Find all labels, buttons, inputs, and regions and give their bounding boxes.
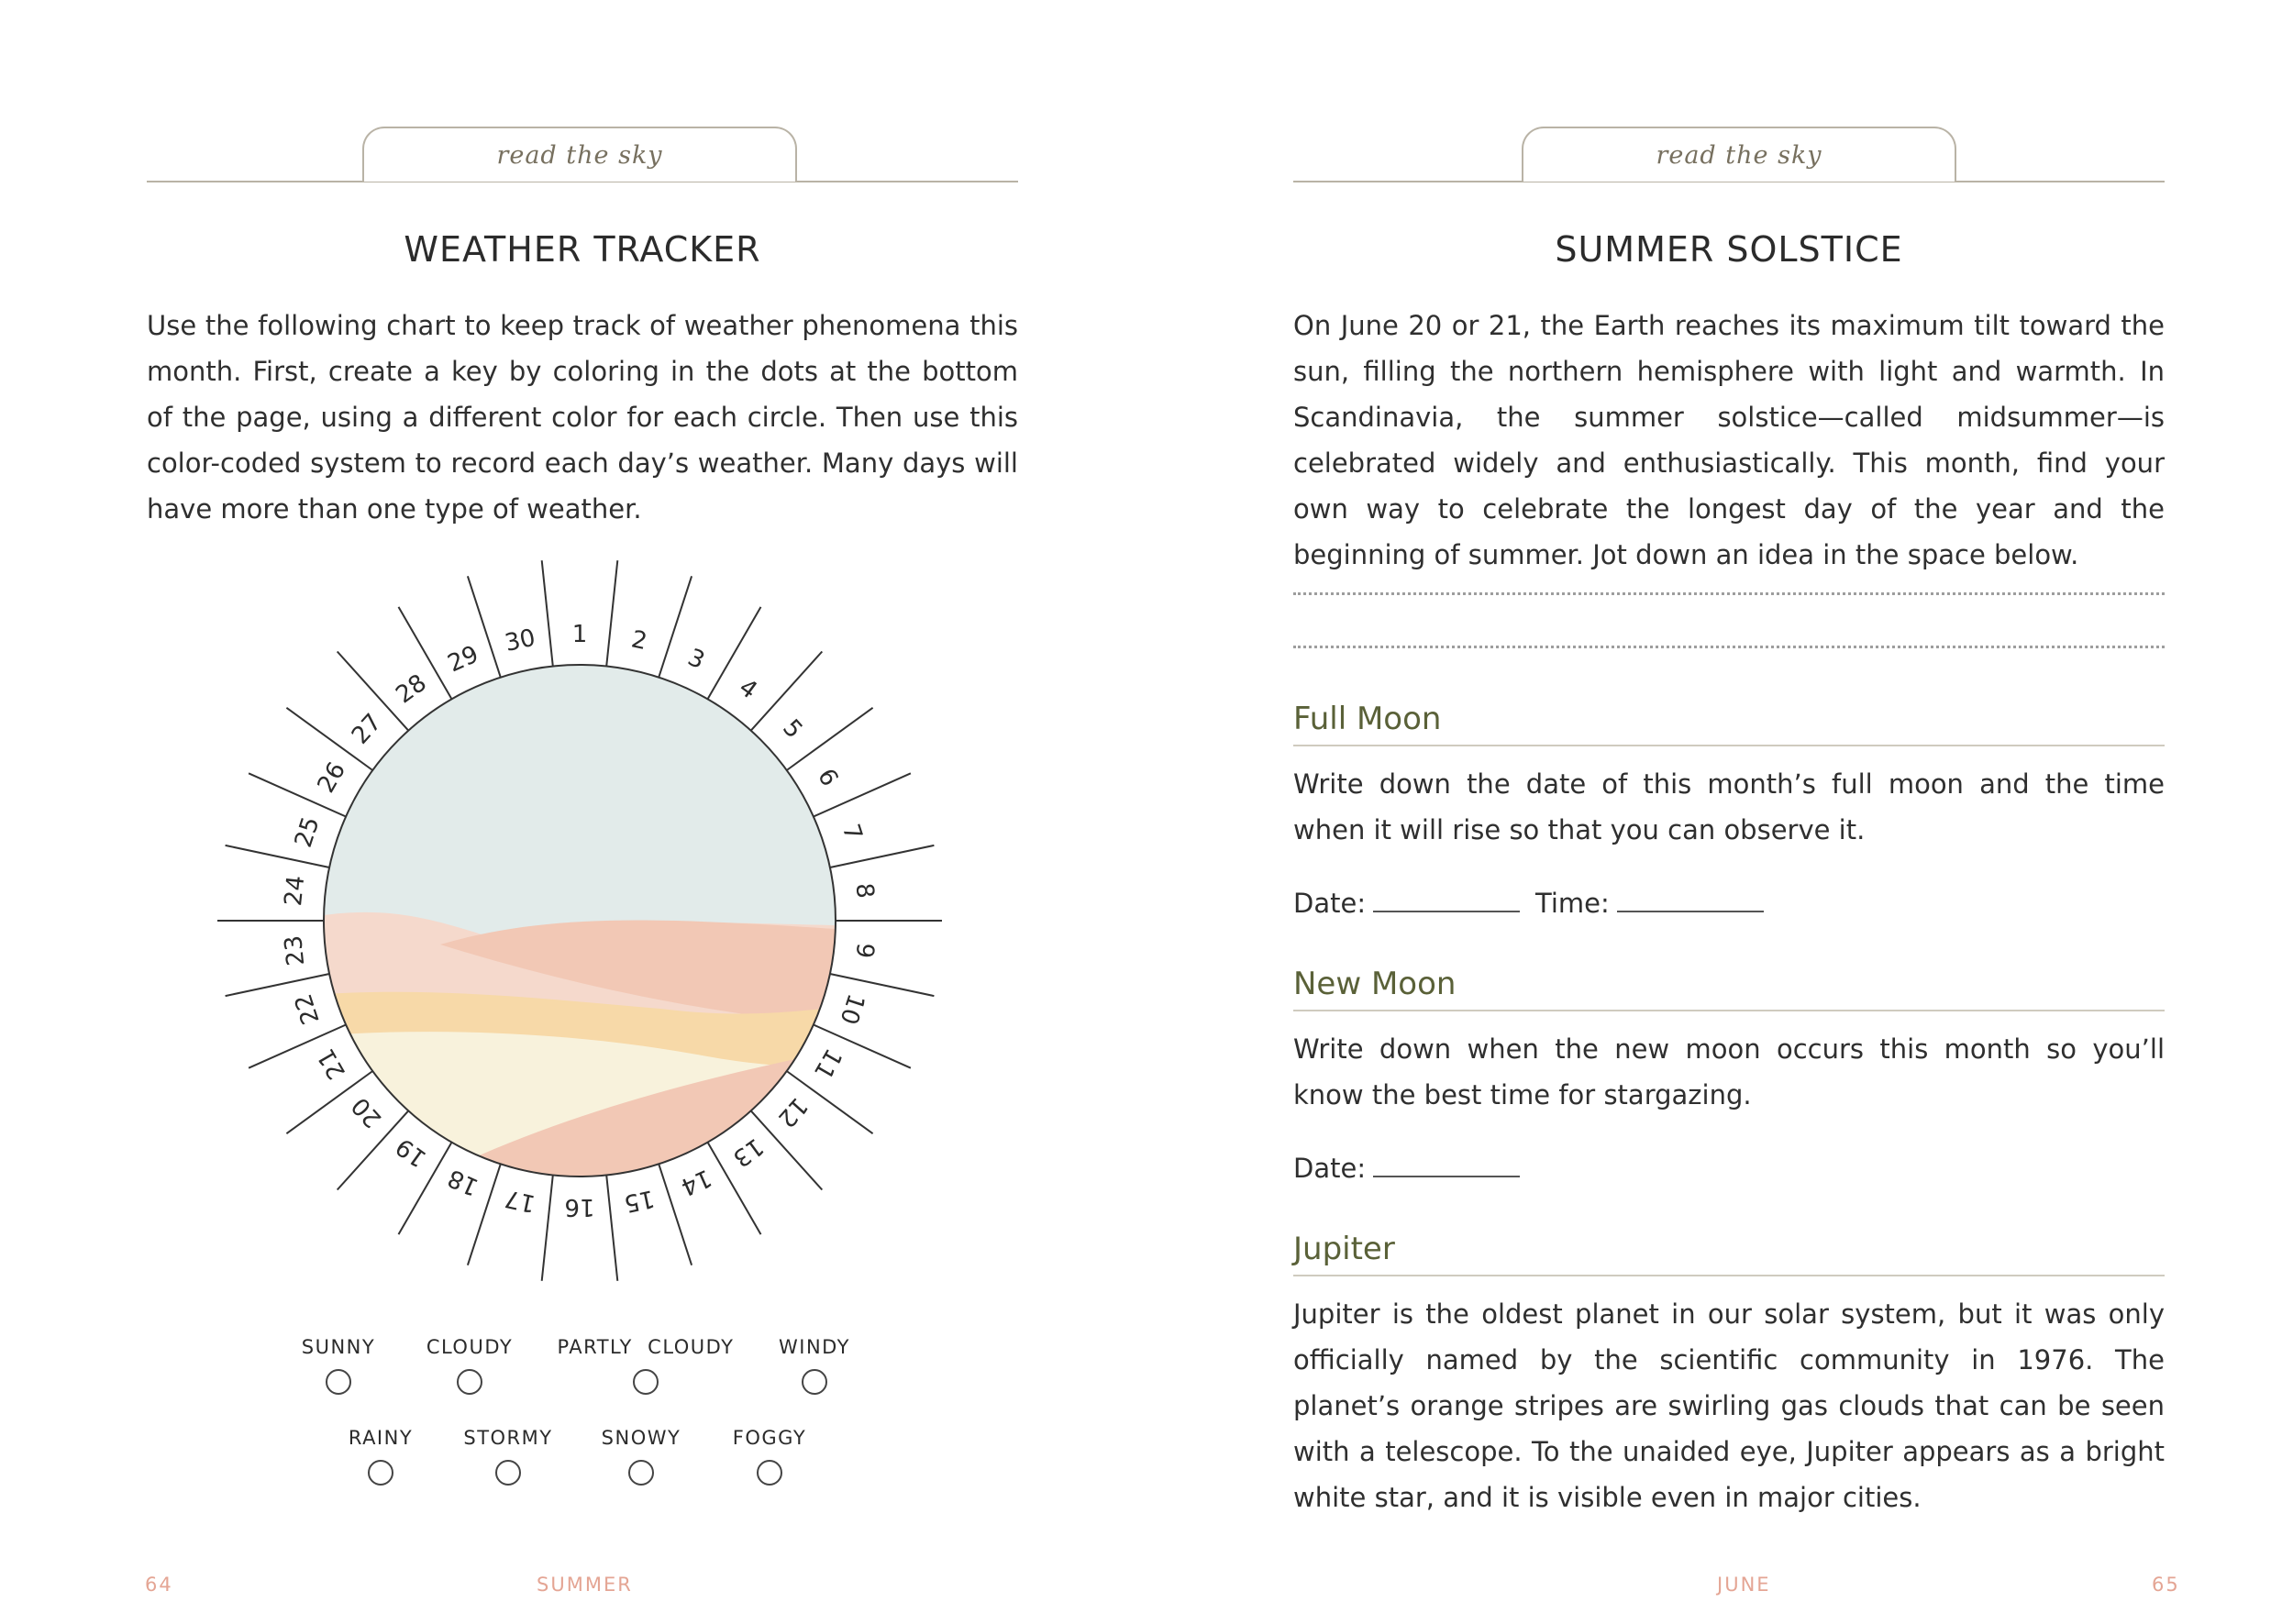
weather-wheel [0,0,1146,1330]
full-moon-time-label: Time: [1535,888,1610,919]
new-moon-text: Write down when the new moon occurs this month so you’ll know the best time for stargazing. [1293,1033,2165,1110]
wheel-spoke [542,1176,553,1281]
wheel-spoke [606,1176,617,1281]
wheel-day-label[interactable]: 24 [280,874,311,908]
wheel-day-label[interactable]: 3 [683,643,709,676]
summer-solstice-title: SUMMER SOLSTICE [1555,229,1903,270]
wheel-day-label[interactable]: 14 [676,1163,716,1201]
wheel-day-label[interactable]: 8 [849,881,880,900]
legend-dot-foggy[interactable] [757,1460,782,1486]
legend-label-windy: WINDY [778,1336,851,1358]
legend-dot-partly-cloudy[interactable] [633,1369,659,1395]
wheel-day-label[interactable]: 18 [443,1163,483,1201]
wheel-day-label[interactable]: 13 [727,1132,769,1173]
wheel-day-label[interactable]: 10 [834,990,870,1028]
right-header-tab: read the sky [1522,127,1956,182]
legend-dot-snowy[interactable] [628,1460,654,1486]
wheel-day-label[interactable]: 29 [443,640,483,679]
wheel-spoke [830,845,935,867]
full-moon-heading: Full Moon [1293,701,2165,746]
wheel-day-label[interactable]: 9 [849,941,880,960]
wheel-day-label[interactable]: 19 [391,1132,432,1173]
wheel-day-label[interactable]: 12 [771,1091,814,1133]
legend-dot-stormy[interactable] [495,1460,521,1486]
wheel-day-label[interactable]: 2 [628,625,650,657]
wheel-day-label[interactable]: 17 [502,1184,538,1218]
legend-label-cloudy: CLOUDY [426,1336,514,1358]
idea-line-1[interactable] [1293,592,2165,595]
right-page [1146,0,2293,1624]
legend-dot-windy[interactable] [802,1369,827,1395]
wheel-day-label[interactable]: 5 [777,714,808,745]
wheel-day-label[interactable]: 1 [571,621,588,648]
full-moon-date-blank[interactable] [1373,911,1520,912]
wheel-day-label[interactable]: 4 [733,673,762,705]
wheel-day-label[interactable]: 15 [621,1184,658,1218]
wheel-day-label[interactable]: 16 [564,1193,595,1221]
wheel-day-label[interactable]: 21 [312,1044,352,1084]
legend-label-snowy: SNOWY [601,1427,681,1449]
full-moon-time-blank[interactable] [1617,911,1764,912]
wheel-day-label[interactable]: 11 [807,1044,847,1084]
jupiter-heading: Jupiter [1293,1231,2165,1276]
left-page [0,0,1146,1624]
wheel-day-label[interactable]: 7 [836,821,868,845]
wheel-spoke [542,560,553,666]
wheel-day-label[interactable]: 22 [289,990,326,1028]
new-moon-heading: New Moon [1293,966,2165,1011]
new-moon-date-field [1293,1153,1520,1184]
new-moon-date-label: Date: [1293,1153,1367,1184]
weather-tracker-intro: Use the following chart to keep track of weather phenomena this month. First, create a key by coloring in the dots at the bottom of the page, using a different color for each circle. Then use this color-coded system to record each day’s weather. Many days will have more than one type of weather. [147,310,1018,525]
full-moon-text: Write down the date of this month’s full moon and the time when it will rise so that you can observe it. [1293,768,2165,845]
right-footer-label: JUNE [1717,1574,1771,1596]
right-page-number: 65 [2152,1574,2180,1596]
left-page-number: 64 [145,1574,173,1596]
full-moon-date-label: Date: [1293,888,1367,919]
summer-solstice-intro: On June 20 or 21, the Earth reaches its maximum tilt toward the sun, filling the northern hemisphere with light and warmth. In Scandinavia, the summer solstice—called midsummer—is celebrated widely and enthusiastically. This month, find your own way to celebrate the longest day of the year and the beginning of summer. Jot down an idea in the space below. [1293,310,2165,570]
new-moon-date-blank[interactable] [1373,1176,1520,1177]
wheel-day-label[interactable]: 25 [289,813,326,851]
full-moon-time-field [1535,888,1764,919]
wheel-spoke [751,652,823,731]
legend-label-partly-cloudy: PARTLY CLOUDY [557,1336,735,1358]
left-header-tab: read the sky [362,127,797,182]
wheel-day-label[interactable]: 23 [280,934,311,967]
legend-label-rainy: RAINY [348,1427,414,1449]
wheel-day-label[interactable]: 20 [346,1091,388,1133]
weather-tracker-title: WEATHER TRACKER [404,229,761,270]
weather-wheel-illustration [312,660,862,1210]
jupiter-text: Jupiter is the oldest planet in our solar system, but it was only officially named by the scientific community in 1976. The planet’s orange stripes are swirling gas clouds that can be seen with a telescope. To the unaided eye, Jupiter appears as a bright white star, and it is visible even in major cities. [1293,1298,2165,1513]
legend-label-stormy: STORMY [463,1427,553,1449]
wheel-day-label[interactable]: 27 [346,708,388,750]
legend-label-sunny: SUNNY [301,1336,376,1358]
wheel-day-label[interactable]: 6 [812,764,844,791]
idea-line-2[interactable] [1293,646,2165,648]
left-footer-label: SUMMER [537,1574,633,1596]
wheel-spoke [606,560,617,666]
wheel-day-label[interactable]: 28 [391,668,432,710]
legend-dot-cloudy[interactable] [457,1369,482,1395]
legend-dot-sunny[interactable] [326,1369,351,1395]
full-moon-date-field [1293,888,1520,919]
wheel-day-label[interactable]: 30 [502,624,538,657]
wheel-day-label[interactable]: 26 [312,757,352,798]
legend-dot-rainy[interactable] [368,1460,393,1486]
legend-label-foggy: FOGGY [732,1427,807,1449]
